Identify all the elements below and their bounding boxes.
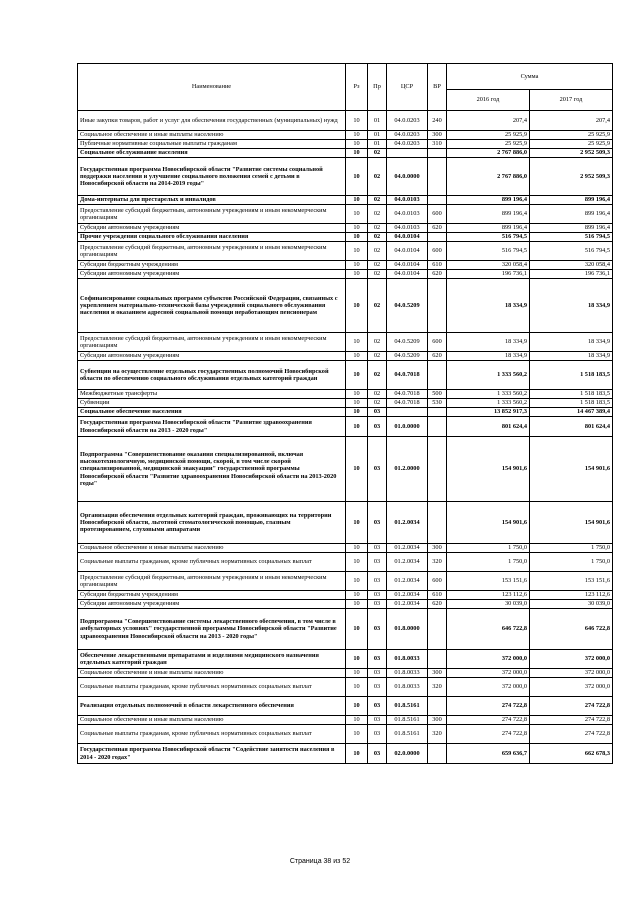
cell-pr: 02 [368, 279, 387, 333]
cell-s2016: 196 736,1 [447, 270, 530, 279]
cell-csr: 04.0.0203 [387, 111, 428, 131]
cell-name: Субсидии бюджетным учреждениям [78, 591, 346, 600]
cell-pr: 03 [368, 744, 387, 764]
cell-csr: 04.0.7018 [387, 361, 428, 390]
cell-rz: 10 [346, 417, 368, 437]
cell-vr [428, 502, 447, 544]
cell-s2016: 899 196,4 [447, 205, 530, 224]
cell-rz: 10 [346, 196, 368, 205]
cell-vr: 500 [428, 390, 447, 399]
cell-csr: 01.2.0000 [387, 437, 428, 502]
cell-rz: 10 [346, 669, 368, 678]
cell-name: Социальные выплаты гражданам, кроме публичных нормативных социальных выплат [78, 678, 346, 697]
cell-rz: 10 [346, 399, 368, 408]
cell-s2016: 516 794,5 [447, 242, 530, 261]
cell-s2017: 372 000,0 [530, 669, 613, 678]
table-row [78, 716, 613, 725]
cell-rz: 10 [346, 205, 368, 224]
cell-name: Организация обеспечения отдельных категорий граждан, проживающих на территории Новосибирской области, льготной стоматологической помощью, глазным протезированием, слуховыми аппаратами [78, 502, 346, 544]
cell-pr: 03 [368, 697, 387, 716]
header-pr: Пр [368, 64, 387, 111]
cell-s2017: 372 000,0 [530, 678, 613, 697]
cell-pr: 03 [368, 591, 387, 600]
cell-s2017: 899 196,4 [530, 196, 613, 205]
cell-rz: 10 [346, 744, 368, 764]
cell-rz: 10 [346, 140, 368, 149]
cell-vr: 620 [428, 600, 447, 609]
cell-name: Обеспечение лекарственными препаратами и изделиями медицинского назначения отдельных категорий граждан [78, 650, 346, 669]
cell-rz: 10 [346, 678, 368, 697]
cell-csr: 04.0.5209 [387, 333, 428, 352]
cell-vr [428, 744, 447, 764]
cell-rz: 10 [346, 242, 368, 261]
cell-s2016: 2 767 886,0 [447, 158, 530, 196]
cell-name: Предоставление субсидий бюджетным, автономным учреждениям и иным некоммерческим организациям [78, 242, 346, 261]
cell-pr: 03 [368, 669, 387, 678]
cell-rz: 10 [346, 650, 368, 669]
cell-s2016: 899 196,4 [447, 224, 530, 233]
table-row [78, 408, 613, 417]
cell-s2016: 207,4 [447, 111, 530, 131]
cell-csr: 01.8.0033 [387, 678, 428, 697]
table-row [78, 390, 613, 399]
cell-s2017: 1 518 183,5 [530, 390, 613, 399]
cell-s2016: 320 058,4 [447, 261, 530, 270]
cell-s2016: 899 196,4 [447, 196, 530, 205]
cell-vr: 610 [428, 261, 447, 270]
cell-name: Субсидии бюджетным учреждениям [78, 261, 346, 270]
cell-s2016: 1 333 560,2 [447, 361, 530, 390]
table-row [78, 111, 613, 131]
table-row [78, 572, 613, 591]
cell-name: Социальное обеспечение и иные выплаты населению [78, 716, 346, 725]
cell-csr: 01.8.0033 [387, 650, 428, 669]
cell-pr: 03 [368, 408, 387, 417]
cell-pr: 02 [368, 205, 387, 224]
cell-s2016: 1 750,0 [447, 553, 530, 572]
table-row [78, 261, 613, 270]
table-row [78, 544, 613, 553]
cell-s2016: 372 000,0 [447, 669, 530, 678]
cell-s2016: 153 151,6 [447, 572, 530, 591]
cell-s2016: 274 722,8 [447, 716, 530, 725]
cell-s2017: 516 794,5 [530, 242, 613, 261]
cell-rz: 10 [346, 591, 368, 600]
cell-rz: 10 [346, 609, 368, 650]
cell-s2017: 196 736,1 [530, 270, 613, 279]
table-row [78, 352, 613, 361]
cell-s2016: 274 722,8 [447, 697, 530, 716]
cell-s2017: 30 039,0 [530, 600, 613, 609]
cell-s2017: 801 624,4 [530, 417, 613, 437]
cell-name: Предоставление субсидий бюджетным, автономным учреждениям и иным некоммерческим организациям [78, 333, 346, 352]
cell-s2016: 154 901,6 [447, 502, 530, 544]
cell-csr: 04.0.0104 [387, 261, 428, 270]
cell-name: Государственная программа Новосибирской области "Развитие системы социальной поддержки населения и улучшение социального положения семей с детьми в Новосибирской области на 2014-2019 годы" [78, 158, 346, 196]
cell-vr: 300 [428, 716, 447, 725]
cell-s2017: 18 334,9 [530, 352, 613, 361]
header-sum: Сумма [447, 64, 613, 90]
cell-s2016: 25 925,9 [447, 131, 530, 140]
cell-pr: 02 [368, 242, 387, 261]
cell-pr: 02 [368, 233, 387, 242]
cell-vr: 600 [428, 572, 447, 591]
table-row [78, 205, 613, 224]
cell-name: Субсидии автономным учреждениям [78, 352, 346, 361]
cell-csr: 01.2.0034 [387, 572, 428, 591]
cell-name: Дома-интернаты для престарелых и инвалидов [78, 196, 346, 205]
cell-csr: 01.2.0034 [387, 600, 428, 609]
cell-name: Государственная программа Новосибирской области "Развитие здравоохранения Новосибирской области на 2013 - 2020 годы" [78, 417, 346, 437]
cell-rz: 10 [346, 352, 368, 361]
cell-s2017: 207,4 [530, 111, 613, 131]
cell-rz: 10 [346, 333, 368, 352]
table-row [78, 140, 613, 149]
cell-s2016: 154 901,6 [447, 437, 530, 502]
cell-rz: 10 [346, 572, 368, 591]
table-row [78, 591, 613, 600]
cell-rz: 10 [346, 224, 368, 233]
cell-s2017: 516 794,5 [530, 233, 613, 242]
cell-s2016: 25 925,9 [447, 140, 530, 149]
cell-pr: 02 [368, 333, 387, 352]
table-row [78, 131, 613, 140]
cell-vr: 530 [428, 399, 447, 408]
cell-name: Социальное обеспечение и иные выплаты населению [78, 669, 346, 678]
header-year-2016: 2016 год [447, 90, 530, 111]
cell-vr: 620 [428, 270, 447, 279]
cell-s2017: 123 112,6 [530, 591, 613, 600]
cell-name: Социальные выплаты гражданам, кроме публичных нормативных социальных выплат [78, 725, 346, 744]
cell-pr: 02 [368, 261, 387, 270]
cell-s2017: 320 058,4 [530, 261, 613, 270]
cell-vr [428, 361, 447, 390]
cell-rz: 10 [346, 437, 368, 502]
cell-s2016: 123 112,6 [447, 591, 530, 600]
cell-s2016: 13 852 917,3 [447, 408, 530, 417]
cell-s2017: 646 722,8 [530, 609, 613, 650]
cell-vr [428, 609, 447, 650]
cell-s2016: 1 333 560,2 [447, 399, 530, 408]
cell-csr: 04.0.0103 [387, 205, 428, 224]
cell-s2017: 2 952 509,3 [530, 158, 613, 196]
cell-rz: 10 [346, 697, 368, 716]
cell-s2017: 18 334,9 [530, 279, 613, 333]
page-footer: Страница 38 из 52 [289, 858, 351, 865]
cell-name: Субсидии автономным учреждениям [78, 270, 346, 279]
cell-vr [428, 149, 447, 158]
table-row [78, 224, 613, 233]
table-row [78, 270, 613, 279]
cell-pr: 02 [368, 270, 387, 279]
cell-s2017: 1 518 183,5 [530, 399, 613, 408]
cell-pr: 03 [368, 716, 387, 725]
cell-s2016: 1 750,0 [447, 544, 530, 553]
cell-pr: 02 [368, 196, 387, 205]
cell-vr: 320 [428, 678, 447, 697]
cell-s2017: 274 722,8 [530, 697, 613, 716]
cell-name: Предоставление субсидий бюджетным, автономным учреждениям и иным некоммерческим организациям [78, 205, 346, 224]
table-row [78, 333, 613, 352]
cell-s2016: 516 794,5 [447, 233, 530, 242]
cell-s2016: 30 039,0 [447, 600, 530, 609]
cell-name: Реализация отдельных полномочий в области лекарственного обеспечения [78, 697, 346, 716]
cell-csr: 04.0.7018 [387, 390, 428, 399]
cell-csr: 01.2.0034 [387, 553, 428, 572]
cell-pr: 03 [368, 544, 387, 553]
table-row [78, 650, 613, 669]
cell-csr: 04.0.5209 [387, 279, 428, 333]
cell-pr: 03 [368, 437, 387, 502]
header-rz: Рз [346, 64, 368, 111]
cell-name: Софинансирование социальных программ субъектов Российской Федерации, связанных с укреплением материально-технической базы учреждений социального обслуживания населения и оказанием адресной социальной помощи неработающим пенсионерам [78, 279, 346, 333]
header-year-2017: 2017 год [530, 90, 613, 111]
cell-s2017: 1 750,0 [530, 553, 613, 572]
cell-csr: 04.0.5209 [387, 352, 428, 361]
cell-pr: 02 [368, 390, 387, 399]
cell-name: Государственная программа Новосибирской области "Содействие занятости населения в 2014 - 2020 годах" [78, 744, 346, 764]
cell-s2017: 154 901,6 [530, 502, 613, 544]
cell-vr: 600 [428, 205, 447, 224]
cell-pr: 03 [368, 678, 387, 697]
cell-pr: 01 [368, 140, 387, 149]
table-row [78, 242, 613, 261]
cell-s2017: 154 901,6 [530, 437, 613, 502]
cell-rz: 10 [346, 149, 368, 158]
table-row [78, 678, 613, 697]
table-row [78, 158, 613, 196]
cell-rz: 10 [346, 279, 368, 333]
cell-s2017: 1 750,0 [530, 544, 613, 553]
cell-rz: 10 [346, 502, 368, 544]
table-row [78, 744, 613, 764]
table-row [78, 361, 613, 390]
table-row [78, 149, 613, 158]
cell-s2017: 25 925,9 [530, 131, 613, 140]
table-row [78, 725, 613, 744]
cell-pr: 02 [368, 399, 387, 408]
header-csr: ЦСР [387, 64, 428, 111]
cell-vr: 300 [428, 669, 447, 678]
table-row [78, 609, 613, 650]
cell-vr: 320 [428, 553, 447, 572]
cell-s2016: 659 636,7 [447, 744, 530, 764]
cell-pr: 03 [368, 609, 387, 650]
cell-s2017: 274 722,8 [530, 725, 613, 744]
cell-rz: 10 [346, 270, 368, 279]
cell-pr: 03 [368, 417, 387, 437]
table-row [78, 553, 613, 572]
cell-s2016: 372 000,0 [447, 650, 530, 669]
cell-vr: 300 [428, 544, 447, 553]
cell-name: Социальное обеспечение и иные выплаты населению [78, 544, 346, 553]
cell-csr: 01.2.0034 [387, 502, 428, 544]
cell-s2017: 25 925,9 [530, 140, 613, 149]
cell-rz: 10 [346, 158, 368, 196]
cell-csr: 01.8.5161 [387, 716, 428, 725]
cell-csr: 04.0.0104 [387, 242, 428, 261]
cell-s2017: 899 196,4 [530, 205, 613, 224]
cell-vr [428, 158, 447, 196]
cell-csr: 01.0.0000 [387, 417, 428, 437]
header-vr: ВР [428, 64, 447, 111]
cell-name: Публичные нормативные социальные выплаты гражданам [78, 140, 346, 149]
cell-csr: 04.0.0103 [387, 224, 428, 233]
table-row [78, 399, 613, 408]
cell-s2017: 14 467 389,4 [530, 408, 613, 417]
cell-rz: 10 [346, 111, 368, 131]
budget-table [77, 63, 613, 764]
table-row [78, 196, 613, 205]
cell-vr: 620 [428, 224, 447, 233]
cell-pr: 03 [368, 553, 387, 572]
cell-csr: 04.0.0000 [387, 158, 428, 196]
cell-name: Социальное обслуживание населения [78, 149, 346, 158]
cell-vr: 310 [428, 140, 447, 149]
cell-name: Подпрограмма "Совершенствование системы лекарственного обеспечения, в том числе в амбулаторных условиях" государственной программы Новосибирской области "Развитие здравоохранения Новосибирской области на 2013 - 2020 годы" [78, 609, 346, 650]
cell-s2016: 18 334,9 [447, 352, 530, 361]
cell-rz: 10 [346, 716, 368, 725]
cell-name: Социальное обеспечение населения [78, 408, 346, 417]
cell-s2016: 646 722,8 [447, 609, 530, 650]
cell-vr: 320 [428, 725, 447, 744]
cell-pr: 03 [368, 600, 387, 609]
cell-rz: 10 [346, 408, 368, 417]
cell-vr [428, 437, 447, 502]
table-body [78, 111, 613, 764]
cell-s2017: 18 334,9 [530, 333, 613, 352]
cell-rz: 10 [346, 390, 368, 399]
cell-vr [428, 697, 447, 716]
cell-pr: 02 [368, 158, 387, 196]
cell-s2017: 153 151,6 [530, 572, 613, 591]
cell-s2017: 274 722,8 [530, 716, 613, 725]
cell-name: Социальное обеспечение и иные выплаты населению [78, 131, 346, 140]
cell-pr: 03 [368, 725, 387, 744]
cell-pr: 03 [368, 572, 387, 591]
table-row [78, 502, 613, 544]
cell-vr [428, 279, 447, 333]
cell-s2016: 801 624,4 [447, 417, 530, 437]
table-row [78, 279, 613, 333]
cell-s2017: 1 518 183,5 [530, 361, 613, 390]
cell-csr: 01.8.0033 [387, 669, 428, 678]
table-row [78, 697, 613, 716]
cell-pr: 01 [368, 131, 387, 140]
cell-csr: 02.0.0000 [387, 744, 428, 764]
table-row [78, 233, 613, 242]
cell-rz: 10 [346, 131, 368, 140]
cell-s2016: 372 000,0 [447, 678, 530, 697]
cell-csr: 04.0.0104 [387, 233, 428, 242]
cell-pr: 01 [368, 111, 387, 131]
budget-table-container [77, 63, 612, 764]
cell-rz: 10 [346, 233, 368, 242]
cell-rz: 10 [346, 553, 368, 572]
cell-s2017: 2 952 509,3 [530, 149, 613, 158]
cell-rz: 10 [346, 261, 368, 270]
cell-name: Субсидии автономным учреждениям [78, 224, 346, 233]
cell-vr [428, 650, 447, 669]
cell-rz: 10 [346, 600, 368, 609]
cell-name: Межбюджетные трансферты [78, 390, 346, 399]
cell-name: Субвенции [78, 399, 346, 408]
header-name: Наименование [78, 64, 346, 111]
table-row [78, 600, 613, 609]
cell-csr: 01.2.0034 [387, 544, 428, 553]
cell-csr [387, 408, 428, 417]
cell-s2016: 2 767 886,0 [447, 149, 530, 158]
cell-vr: 610 [428, 591, 447, 600]
cell-rz: 10 [346, 361, 368, 390]
cell-name: Прочие учреждения социального обслуживания населения [78, 233, 346, 242]
cell-name: Иные закупки товаров, работ и услуг для обеспечения государственных (муниципальных) нужд [78, 111, 346, 131]
cell-rz: 10 [346, 544, 368, 553]
cell-csr: 01.8.5161 [387, 697, 428, 716]
cell-csr: 04.0.0203 [387, 140, 428, 149]
cell-pr: 02 [368, 361, 387, 390]
cell-name: Подпрограмма "Совершенствование оказания специализированной, включая высокотехнологичную, медицинской помощи, скорой, в том числе скорой специализированной, медицинской эвакуации" государственной программы Новосибирской области "Развитие здравоохранения Новосибирской области на 2013-2020 годы" [78, 437, 346, 502]
cell-pr: 02 [368, 149, 387, 158]
cell-s2017: 372 000,0 [530, 650, 613, 669]
cell-csr [387, 149, 428, 158]
table-row [78, 437, 613, 502]
cell-csr: 04.0.7018 [387, 399, 428, 408]
table-row [78, 669, 613, 678]
cell-vr [428, 196, 447, 205]
cell-name: Предоставление субсидий бюджетным, автономным учреждениям и иным некоммерческим организациям [78, 572, 346, 591]
cell-csr: 04.0.0104 [387, 270, 428, 279]
cell-csr: 01.2.0034 [387, 591, 428, 600]
cell-s2016: 1 333 560,2 [447, 390, 530, 399]
cell-vr [428, 233, 447, 242]
cell-csr: 04.0.0103 [387, 196, 428, 205]
cell-name: Субвенции на осуществление отдельных государственных полномочий Новосибирской области по обеспечению социального обслуживания отдельных категорий граждан [78, 361, 346, 390]
cell-pr: 03 [368, 650, 387, 669]
cell-vr: 600 [428, 333, 447, 352]
table-row [78, 417, 613, 437]
cell-vr: 600 [428, 242, 447, 261]
cell-rz: 10 [346, 725, 368, 744]
cell-vr [428, 417, 447, 437]
cell-s2016: 18 334,9 [447, 333, 530, 352]
cell-csr: 04.0.0203 [387, 131, 428, 140]
cell-vr: 300 [428, 131, 447, 140]
cell-pr: 02 [368, 352, 387, 361]
cell-name: Социальные выплаты гражданам, кроме публичных нормативных социальных выплат [78, 553, 346, 572]
cell-name: Субсидии автономным учреждениям [78, 600, 346, 609]
cell-vr: 620 [428, 352, 447, 361]
cell-s2017: 899 196,4 [530, 224, 613, 233]
cell-pr: 03 [368, 502, 387, 544]
cell-csr: 01.8.5161 [387, 725, 428, 744]
cell-s2016: 274 722,8 [447, 725, 530, 744]
cell-pr: 02 [368, 224, 387, 233]
cell-s2016: 18 334,9 [447, 279, 530, 333]
cell-csr: 01.8.0000 [387, 609, 428, 650]
cell-vr: 240 [428, 111, 447, 131]
cell-vr [428, 408, 447, 417]
cell-s2017: 662 678,3 [530, 744, 613, 764]
